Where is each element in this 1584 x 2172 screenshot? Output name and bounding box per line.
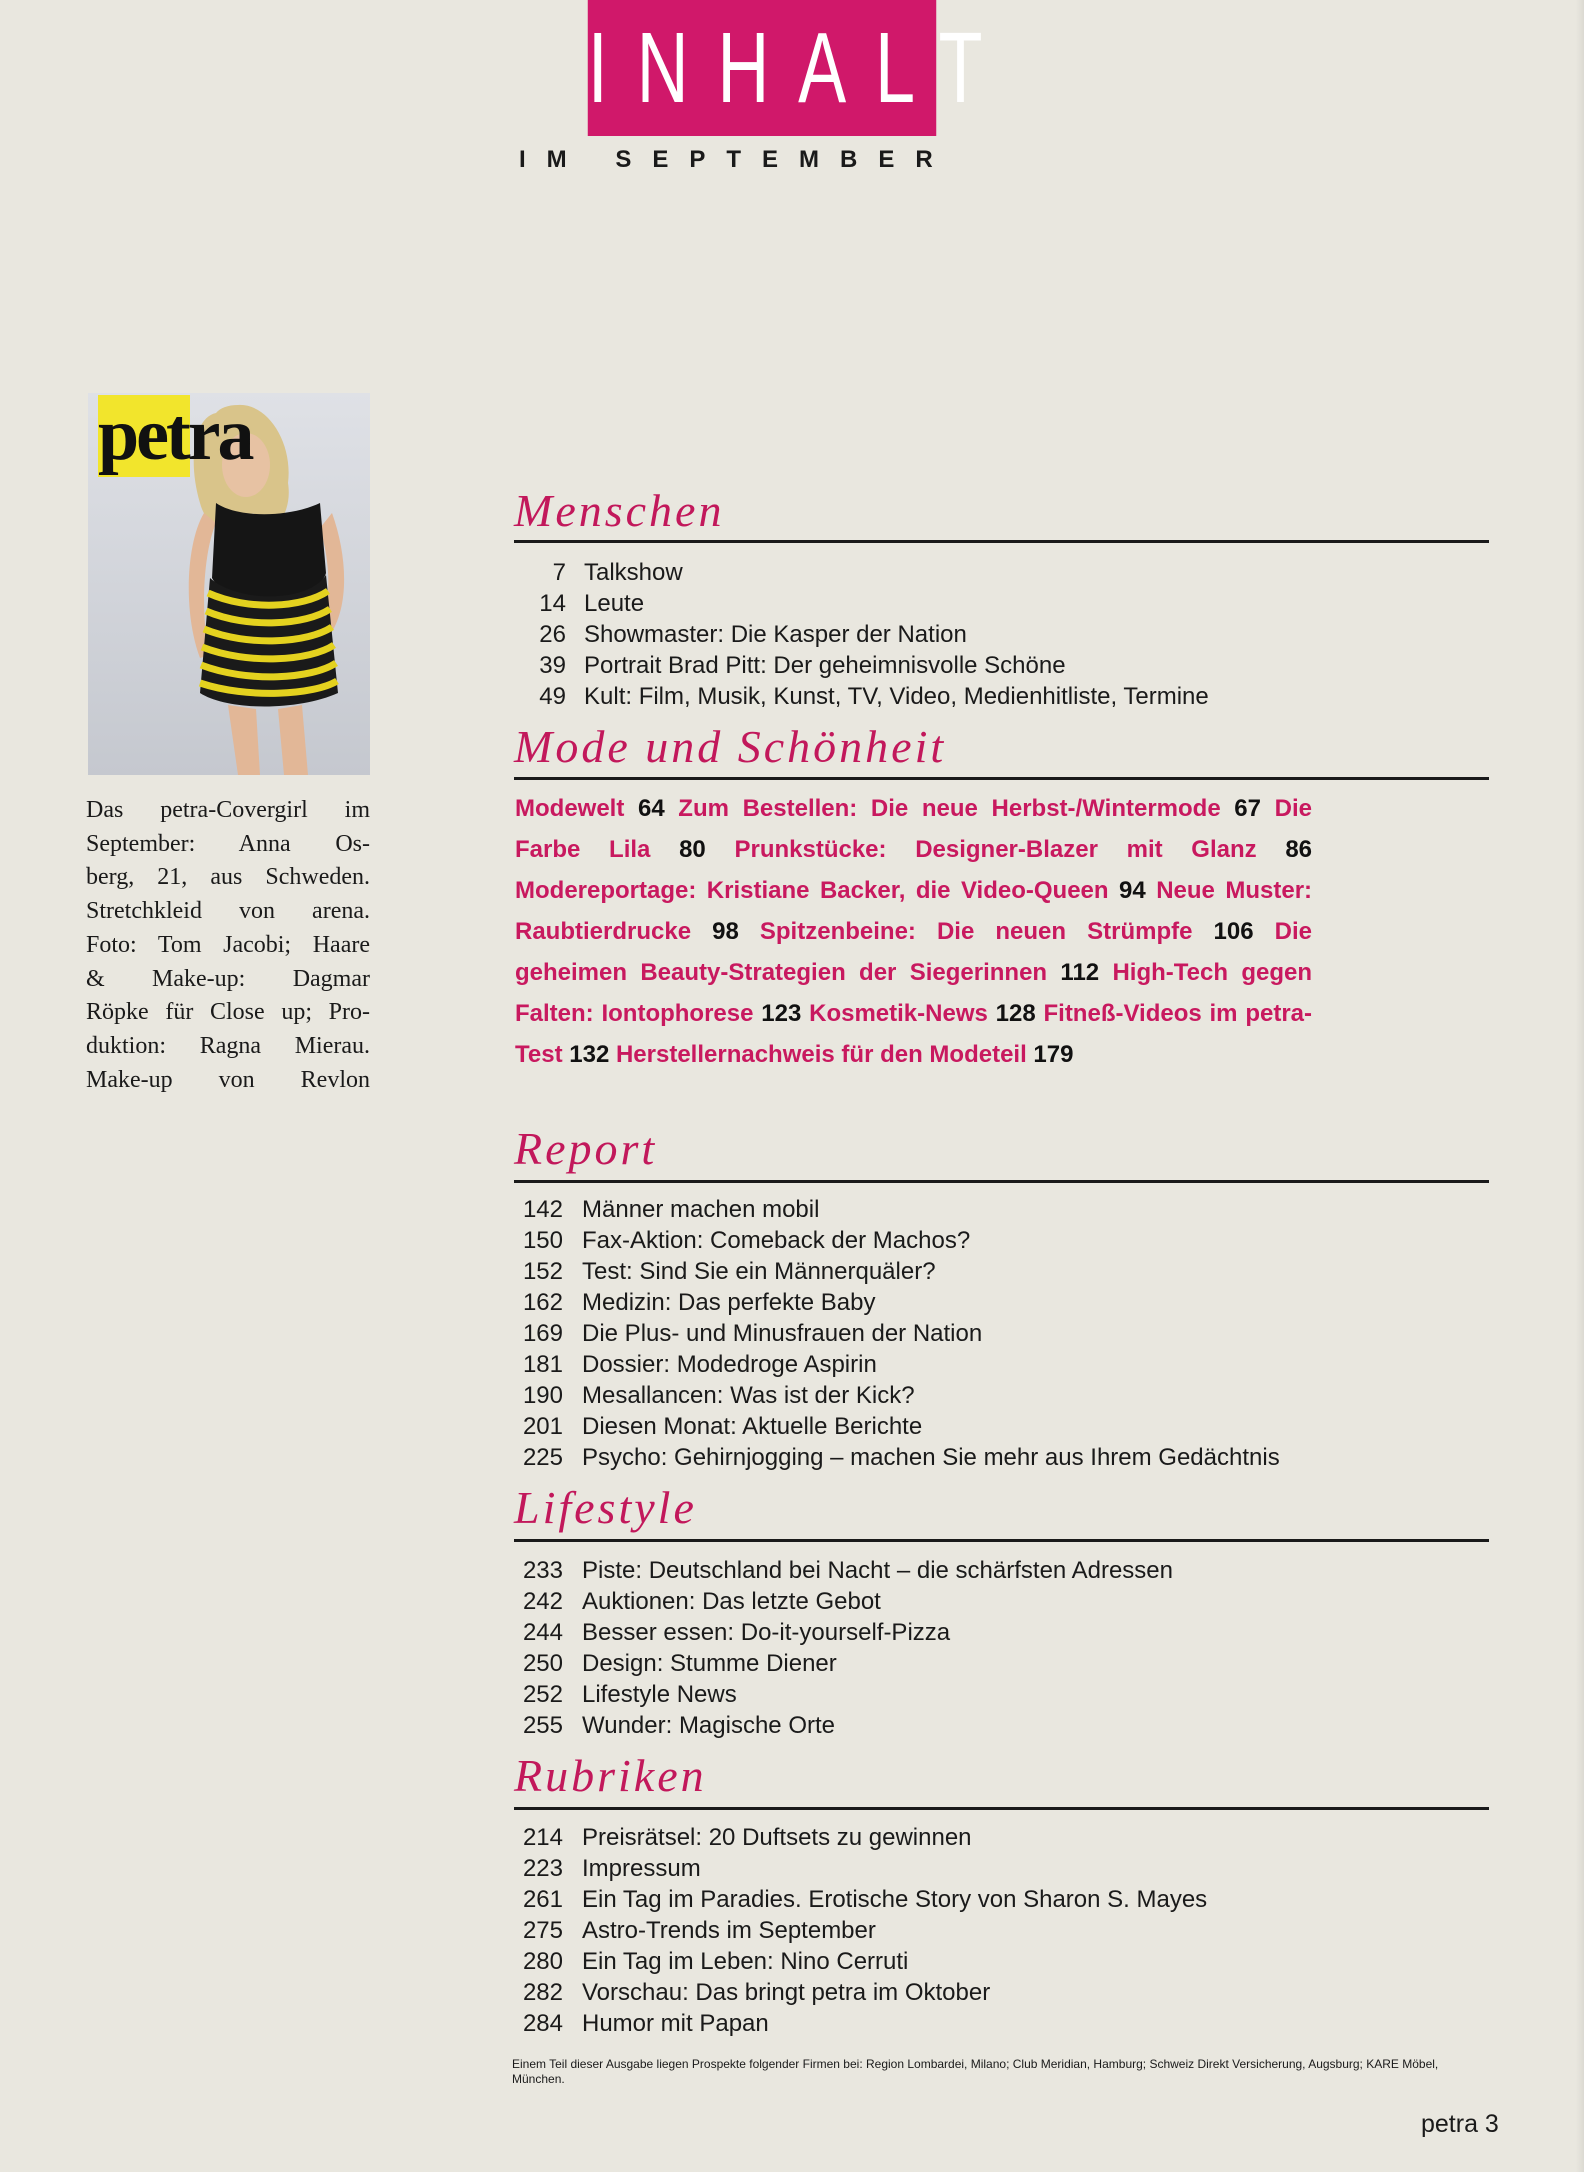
mode-item-page: 80	[679, 836, 706, 863]
toc-page: 26	[539, 620, 566, 648]
toc-entry[interactable]	[514, 1225, 1280, 1256]
section-rule	[514, 777, 1489, 780]
toc-page: 169	[522, 1319, 563, 1347]
page-title: INHALT	[588, 0, 936, 136]
toc-entry[interactable]	[514, 1977, 1207, 2008]
section-heading-mode: Mode und Schönheit	[514, 721, 947, 772]
caption-line: Stretchkleid von arena.	[86, 898, 370, 925]
toc-page: 280	[522, 1947, 563, 1975]
rubriken-list	[514, 1822, 1207, 2039]
caption-line: Foto: Tom Jacobi; Haare	[86, 931, 370, 958]
toc-entry[interactable]	[514, 1194, 1280, 1225]
toc-title: Männer machen mobil	[582, 1195, 820, 1223]
toc-page: 214	[522, 1823, 563, 1851]
toc-page: 39	[539, 651, 566, 679]
toc-title: Ein Tag im Paradies. Erotische Story von Sharon S. Mayes	[582, 1885, 1208, 1913]
toc-page: 284	[522, 2009, 563, 2037]
mode-item-page: 132	[569, 1041, 610, 1068]
mode-item-title[interactable]: Fitneß-Videos im petra-Test	[515, 1000, 1312, 1068]
toc-page: 225	[522, 1443, 563, 1471]
toc-title: Humor mit Papan	[582, 2009, 769, 2037]
caption-line: Make-up von Revlon	[86, 1066, 370, 1093]
toc-title: Die Plus- und Minusfrauen der Nation	[582, 1319, 983, 1347]
toc-page: 244	[522, 1618, 563, 1646]
toc-entry[interactable]	[514, 1318, 1280, 1349]
toc-title: Leute	[584, 589, 645, 617]
toc-title: Kult: Film, Musik, Kunst, TV, Video, Medienhitliste, Termine	[584, 682, 1209, 710]
mode-item-page: 86	[1285, 836, 1313, 863]
toc-entry[interactable]	[514, 1411, 1280, 1442]
toc-entry[interactable]	[514, 1256, 1280, 1287]
toc-page: 233	[522, 1556, 563, 1584]
advertising-note: Einem Teil dieser Ausgabe liegen Prospekte folgender Firmen bei: Region Lombardei, Milano; Club Meridian, Hamburg; Schweiz Direkt Versicherung, Augsburg; KARE Möbel, München.	[512, 2057, 1439, 2086]
toc-page: 162	[522, 1288, 563, 1316]
mode-item-title[interactable]: Herstellernachweis für den Modeteil	[615, 1041, 1027, 1068]
toc-page: 242	[522, 1587, 563, 1615]
toc-title: Talkshow	[584, 558, 683, 586]
toc-entry[interactable]	[514, 1349, 1280, 1380]
section-heading-rubriken: Rubriken	[514, 1750, 707, 1801]
section-rule	[514, 540, 1489, 543]
toc-entry[interactable]	[514, 1380, 1280, 1411]
mode-item-page: 94	[1119, 877, 1146, 904]
toc-entry[interactable]	[514, 1915, 1207, 1946]
toc-entry[interactable]	[514, 1853, 1207, 1884]
toc-title: Mesallancen: Was ist der Kick?	[582, 1381, 915, 1409]
toc-title: Diesen Monat: Aktuelle Berichte	[582, 1412, 923, 1440]
toc-entry[interactable]	[514, 1586, 1173, 1617]
toc-entry[interactable]	[514, 1648, 1173, 1679]
toc-page: 252	[522, 1680, 563, 1708]
toc-entry[interactable]	[514, 2008, 1207, 2039]
caption-line: duktion: Ragna Mierau.	[86, 1032, 370, 1059]
toc-page: 150	[522, 1226, 563, 1254]
mode-item-title[interactable]: High-Tech gegen Falten: Iontophorese	[515, 959, 1313, 1027]
caption-line: September: Anna Os-	[86, 830, 370, 857]
toc-title: Preisrätsel: 20 Duftsets zu gewinnen	[582, 1823, 972, 1851]
caption-line: berg, 21, aus Schweden.	[86, 864, 370, 891]
toc-page: 223	[522, 1854, 563, 1882]
toc-title: Wunder: Magische Orte	[582, 1711, 835, 1739]
toc-entry[interactable]	[514, 1679, 1173, 1710]
toc-title: Lifestyle News	[582, 1680, 737, 1708]
toc-title: Astro-Trends im September	[582, 1916, 876, 1944]
toc-entry[interactable]	[514, 1884, 1207, 1915]
toc-title: Ein Tag im Leben: Nino Cerruti	[582, 1947, 909, 1975]
mode-item-title[interactable]: Neue Muster: Raubtierdrucke	[515, 877, 1313, 945]
toc-page: 181	[522, 1350, 563, 1378]
caption-line: Das petra-Covergirl im	[86, 797, 370, 823]
mode-item-title[interactable]: Modewelt	[515, 795, 625, 822]
toc-title: Dossier: Modedroge Aspirin	[582, 1350, 877, 1378]
cover-image	[88, 393, 370, 775]
toc-page: 282	[522, 1978, 563, 2006]
page-crease	[1576, 0, 1584, 2172]
mode-item-page: 112	[1060, 959, 1100, 986]
mode-item-page: 128	[995, 1000, 1036, 1027]
toc-entry[interactable]	[514, 1287, 1280, 1318]
caption-line: & Make-up: Dagmar	[86, 965, 370, 992]
caption-line: Röpke für Close up; Pro-	[86, 999, 370, 1026]
mode-item-page: 67	[1234, 795, 1261, 822]
toc-entry[interactable]	[514, 1442, 1280, 1473]
toc-page: 190	[522, 1381, 563, 1409]
mode-item-page: 64	[637, 795, 665, 822]
toc-page: 201	[522, 1412, 563, 1440]
toc-title: Showmaster: Die Kasper der Nation	[584, 620, 967, 648]
toc-title: Auktionen: Das letzte Gebot	[582, 1587, 881, 1615]
toc-entry[interactable]	[514, 1946, 1207, 1977]
section-rule	[514, 1539, 1489, 1542]
mode-item-title[interactable]: Kosmetik-News	[809, 1000, 988, 1027]
section-rule	[514, 1807, 1489, 1810]
toc-entry[interactable]	[514, 681, 1209, 712]
toc-title: Piste: Deutschland bei Nacht – die schärfsten Adressen	[582, 1556, 1173, 1584]
cover-logo: petra	[98, 394, 252, 476]
toc-entry[interactable]	[514, 588, 1209, 619]
cover-caption	[86, 794, 370, 1097]
toc-entry[interactable]	[514, 557, 1209, 588]
toc-title: Design: Stumme Diener	[582, 1649, 837, 1677]
toc-entry[interactable]	[514, 650, 1209, 681]
mode-paragraph	[515, 788, 1312, 1075]
toc-title: Fax-Aktion: Comeback der Machos?	[582, 1226, 971, 1254]
toc-title: Psycho: Gehirnjogging – machen Sie mehr aus Ihrem Gedächtnis	[582, 1443, 1280, 1471]
toc-entry[interactable]	[514, 1555, 1173, 1586]
mode-item-title[interactable]: Die geheimen Beauty-Strategien der Siegerinnen	[515, 918, 1312, 986]
mode-item-page: 106	[1213, 918, 1254, 945]
toc-page: 7	[552, 558, 566, 586]
toc-entry[interactable]	[514, 1822, 1207, 1853]
mode-item-page: 123	[761, 1000, 802, 1027]
page-number: petra 3	[1421, 2110, 1499, 2138]
toc-page: 49	[539, 682, 566, 710]
mode-item-title[interactable]: Spitzenbeine: Die neuen Strümpfe	[759, 918, 1193, 945]
mode-item-page: 98	[712, 918, 739, 945]
mode-item-title[interactable]: Modereportage: Kristiane Backer, die Video-Queen	[515, 877, 1109, 904]
toc-page: 275	[522, 1916, 563, 1944]
toc-title: Medizin: Das perfekte Baby	[582, 1288, 876, 1316]
section-heading-menschen: Menschen	[514, 485, 725, 536]
toc-page: 255	[522, 1711, 563, 1739]
mode-item-title[interactable]: Zum Bestellen: Die neue Herbst-/Wintermode	[678, 795, 1221, 822]
toc-title: Test: Sind Sie ein Männerquäler?	[582, 1257, 936, 1285]
toc-title: Portrait Brad Pitt: Der geheimnisvolle Schöne	[584, 651, 1066, 679]
toc-page: 152	[522, 1257, 563, 1285]
menschen-list	[514, 557, 1209, 712]
lifestyle-list	[514, 1555, 1173, 1741]
report-list	[514, 1194, 1280, 1473]
toc-title: Besser essen: Do-it-yourself-Pizza	[582, 1618, 951, 1646]
section-heading-report: Report	[514, 1123, 658, 1174]
mode-item-title[interactable]: Prunkstücke: Designer-Blazer mit Glanz	[734, 836, 1257, 863]
toc-entry[interactable]	[514, 1617, 1173, 1648]
toc-page: 142	[522, 1195, 563, 1223]
toc-entry[interactable]	[514, 619, 1209, 650]
section-rule	[514, 1180, 1489, 1183]
mode-item-title[interactable]: Die Farbe Lila	[515, 795, 1312, 863]
toc-title: Impressum	[582, 1854, 701, 1882]
toc-page: 14	[539, 589, 566, 617]
mode-item-page: 179	[1033, 1041, 1074, 1068]
toc-entry[interactable]	[514, 1710, 1173, 1741]
toc-title: Vorschau: Das bringt petra im Oktober	[582, 1978, 991, 2006]
section-heading-lifestyle: Lifestyle	[514, 1482, 697, 1533]
page-subtitle: IM SEPTEMBER	[519, 146, 954, 173]
toc-page: 250	[522, 1649, 563, 1677]
toc-page: 261	[522, 1885, 563, 1913]
